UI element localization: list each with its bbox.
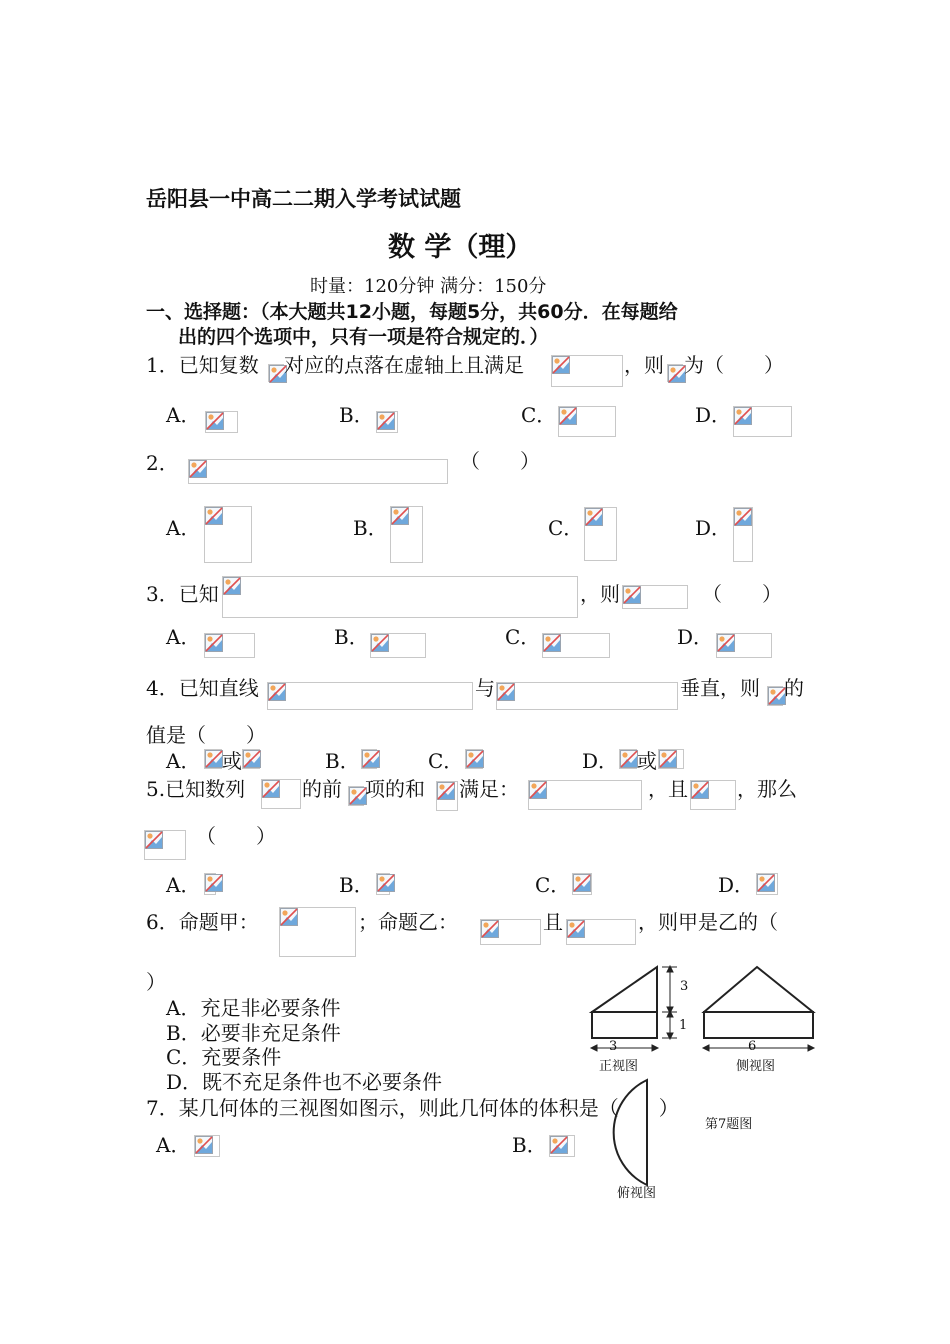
formula-image xyxy=(242,749,260,769)
formula-image xyxy=(465,749,483,769)
formula-image xyxy=(361,749,377,769)
q4-text-d: 的 xyxy=(784,676,804,700)
formula-image xyxy=(584,507,617,561)
formula-image xyxy=(436,781,458,811)
q5-option-a: A． xyxy=(166,873,201,897)
q4-text-e: 值是（ ） xyxy=(146,723,266,747)
q3-text-b: ，则 xyxy=(580,582,620,606)
formula-image xyxy=(188,459,448,484)
q4-text-a: 4．已知直线 xyxy=(146,676,259,700)
q6-text-d: ，则甲是乙的（ xyxy=(638,910,778,934)
q2-number: 2． xyxy=(146,451,179,475)
formula-image xyxy=(370,633,426,658)
image-icon xyxy=(362,750,380,768)
q1-text-b: 对应的点落在虚轴上且满足 xyxy=(284,353,524,377)
q5-text-c: 项的和 xyxy=(365,777,425,801)
side-view-rect xyxy=(704,1012,813,1038)
formula-image xyxy=(549,1135,575,1157)
q1-option-b: B． xyxy=(339,403,374,427)
image-icon xyxy=(559,407,577,425)
image-icon xyxy=(552,356,570,374)
formula-image xyxy=(733,406,792,437)
q6-option-b: B．必要非充足条件 xyxy=(166,1021,341,1045)
image-icon xyxy=(195,1136,213,1154)
image-icon xyxy=(391,507,409,525)
image-icon xyxy=(543,634,561,652)
front-view-label: 正视图 xyxy=(599,1059,639,1074)
side-view-triangle xyxy=(704,967,813,1012)
image-icon xyxy=(550,1136,568,1154)
q3-option-b: B． xyxy=(334,625,369,649)
image-icon xyxy=(205,874,223,892)
formula-image xyxy=(551,355,623,387)
top-view-label: 俯视图 xyxy=(617,1186,657,1201)
formula-image xyxy=(268,364,284,382)
formula-image xyxy=(205,411,238,433)
formula-image xyxy=(376,411,398,433)
q1-option-d: D． xyxy=(695,403,732,427)
q6-option-c: C．充要条件 xyxy=(166,1045,282,1069)
image-icon xyxy=(189,460,207,478)
q2-option-a: A． xyxy=(166,516,201,540)
q6-text-a: 6．命题甲： xyxy=(146,910,259,934)
formula-image xyxy=(528,780,642,810)
formula-image xyxy=(496,682,678,710)
image-icon xyxy=(466,750,484,768)
formula-image xyxy=(756,873,778,895)
school-title: 岳阳县一中高二二期入学考试试题 xyxy=(146,187,461,211)
q1-option-a: A． xyxy=(166,403,201,427)
image-icon xyxy=(268,683,286,701)
q7-option-b: B． xyxy=(512,1133,547,1157)
image-icon xyxy=(205,634,223,652)
image-icon xyxy=(377,412,395,430)
q5-text-b: 的前 xyxy=(302,777,342,801)
q5-option-b: B． xyxy=(339,873,374,897)
formula-image xyxy=(558,406,616,437)
formula-image xyxy=(622,585,688,609)
formula-image xyxy=(767,686,783,706)
image-icon xyxy=(734,508,752,526)
formula-image xyxy=(716,633,772,658)
image-icon xyxy=(437,782,455,800)
image-icon xyxy=(585,508,603,526)
formula-image xyxy=(619,749,637,769)
image-icon xyxy=(280,908,298,926)
image-icon xyxy=(145,831,163,849)
formula-image xyxy=(194,1135,220,1157)
formula-image xyxy=(279,907,356,957)
q7-option-a: A． xyxy=(156,1133,191,1157)
q5-text-a: 5.已知数列 xyxy=(146,777,246,801)
front-view-triangle xyxy=(592,967,657,1012)
image-icon xyxy=(481,920,499,938)
q6-text-c: 且 xyxy=(543,910,563,934)
q2-option-b: B． xyxy=(353,516,388,540)
q1-text-a: 1．已知复数 xyxy=(146,353,259,377)
image-icon xyxy=(734,407,752,425)
image-icon xyxy=(206,412,224,430)
q7-text: 7．某几何体的三视图如图示，则此几何体的体积是（ ） xyxy=(146,1096,679,1120)
q2-option-d: D． xyxy=(695,516,732,540)
q5-text-e: ，且 xyxy=(648,777,688,801)
time-info: 时量：120分钟 满分：150分 xyxy=(310,276,547,297)
q1-text-d: 为（ ） xyxy=(684,353,784,377)
image-icon xyxy=(205,507,223,525)
q4-option-b: B． xyxy=(325,749,360,773)
image-icon xyxy=(567,920,585,938)
q6-option-a: A．充足非必要条件 xyxy=(166,996,341,1020)
formula-image xyxy=(667,364,683,382)
q3-option-d: D． xyxy=(677,625,714,649)
formula-image xyxy=(267,682,473,710)
q3-option-a: A． xyxy=(166,625,201,649)
formula-image xyxy=(566,919,636,945)
formula-image xyxy=(204,873,216,895)
q3-option-c: C． xyxy=(505,625,541,649)
image-icon xyxy=(529,781,547,799)
side-view-label: 侧视图 xyxy=(736,1059,776,1074)
q5-text-f: ，那么 xyxy=(737,777,797,801)
formula-image xyxy=(733,507,753,562)
image-icon xyxy=(223,577,241,595)
q5-option-d: D． xyxy=(718,873,755,897)
top-view-semicircle xyxy=(614,1080,647,1185)
dim-label: 6 xyxy=(748,1039,757,1054)
image-icon xyxy=(377,874,395,892)
q1-text-c: ，则 xyxy=(624,353,664,377)
front-view-rect xyxy=(592,1012,657,1038)
formula-image xyxy=(204,749,222,769)
image-icon xyxy=(497,683,515,701)
q4-or-2: 或 xyxy=(637,749,657,773)
q1-option-c: C． xyxy=(521,403,557,427)
formula-image xyxy=(376,873,390,895)
q4-or-1: 或 xyxy=(222,749,242,773)
q4-option-c: C． xyxy=(428,749,464,773)
q2-option-c: C． xyxy=(548,516,584,540)
formula-image xyxy=(480,919,541,945)
section-heading: 一、选择题：（本大题共12小题，每题5分，共60分．在每题给 xyxy=(146,301,678,323)
subject-title: 数 学（理） xyxy=(388,232,533,263)
image-icon xyxy=(573,874,591,892)
formula-image xyxy=(658,749,684,769)
q4-text-c: 垂直，则 xyxy=(680,676,760,700)
figure-caption: 第7题图 xyxy=(705,1117,753,1132)
dim-label: 3 xyxy=(680,979,689,994)
image-icon xyxy=(717,634,735,652)
q6-option-d: D．既不充足条件也不必要条件 xyxy=(166,1070,443,1094)
q5-text-d: 满足： xyxy=(459,777,519,801)
image-icon xyxy=(371,634,389,652)
q3-paren: （ ） xyxy=(702,582,782,606)
formula-image xyxy=(261,779,301,809)
q3-text-a: 3．已知 xyxy=(146,582,219,606)
image-icon xyxy=(623,586,641,604)
formula-image xyxy=(222,576,578,618)
formula-image xyxy=(204,506,252,563)
three-view-figure xyxy=(580,960,830,1210)
q4-option-a: A． xyxy=(166,749,201,773)
image-icon xyxy=(243,750,261,768)
image-icon xyxy=(262,780,280,798)
q5-option-c: C． xyxy=(535,873,571,897)
formula-image xyxy=(390,506,423,563)
formula-image xyxy=(690,780,736,810)
formula-image xyxy=(348,786,364,806)
formula-image xyxy=(572,873,592,895)
image-icon xyxy=(691,781,709,799)
q2-paren: （ ） xyxy=(460,449,540,473)
image-icon xyxy=(620,750,638,768)
q4-text-b: 与 xyxy=(475,676,495,700)
formula-image xyxy=(144,830,186,860)
formula-image xyxy=(204,633,255,658)
dim-label: 3 xyxy=(609,1039,618,1054)
q5-paren: （ ） xyxy=(196,824,276,848)
q6-text-e: ） xyxy=(146,970,166,994)
q6-text-b: ；命题乙： xyxy=(358,910,458,934)
image-icon xyxy=(659,750,677,768)
q4-option-d: D． xyxy=(582,749,619,773)
dim-label: 1 xyxy=(679,1018,688,1033)
image-icon xyxy=(757,874,775,892)
formula-image xyxy=(542,633,610,658)
image-icon xyxy=(205,750,223,768)
section-heading-cont: 出的四个选项中，只有一项是符合规定的．） xyxy=(178,326,549,348)
